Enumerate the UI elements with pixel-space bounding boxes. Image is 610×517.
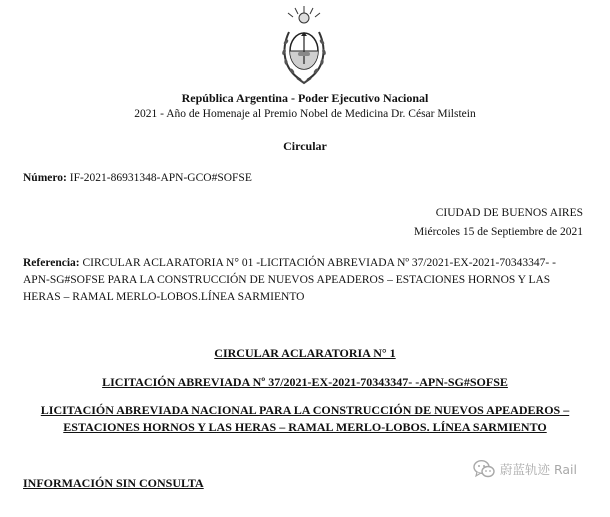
project-title-line-2: ESTACIONES HORNOS Y LAS HERAS – RAMAL MERLO-LOBOS. LÍNEA SARMIENTO [63,420,547,434]
year-motto: 2021 - Año de Homenaje al Premio Nobel de Medicina Dr. César Milstein [134,108,476,120]
referencia-text: CIRCULAR ACLARATORIA N° 01 -LICITACIÓN ABREVIADA Nº 37/2021-EX-2021-70343347- -APN-SG#SOFSE PARA LA CONSTRUCCIÓN DE NUEVOS APEADEROS – ESTACIONES HORNOS Y LAS HERAS – RAMAL MERLO-LOBOS.LÍNEA SARMIENTO [23,257,556,303]
government-heading: República Argentina - Poder Ejecutivo Nacional [181,91,429,105]
numero-label: Número: [23,172,67,184]
numero-line [23,172,252,184]
licitacion-title: LICITACIÓN ABREVIADA Nº 37/2021-EX-2021-70343347- -APN-SG#SOFSE [102,375,508,389]
circular-title: CIRCULAR ACLARATORIA N° 1 [214,346,396,360]
wechat-icon [473,459,495,479]
place: CIUDAD DE BUENOS AIRES [435,207,583,219]
referencia-label: Referencia: [23,257,80,269]
referencia [23,255,563,306]
project-title-line-1: LICITACIÓN ABREVIADA NACIONAL PARA LA CONSTRUCCIÓN DE NUEVOS APEADEROS – [40,403,570,417]
watermark [473,458,577,480]
numero-value: IF-2021-86931348-APN-GCO#SOFSE [69,172,252,184]
document-type: Circular [283,139,327,153]
section-heading: INFORMACIÓN SIN CONSULTA [23,476,204,490]
watermark-text: 蔚蓝轨迹 Rail [500,462,577,477]
argentina-coat-of-arms-icon [279,4,329,86]
date: Miércoles 15 de Septiembre de 2021 [414,226,583,238]
